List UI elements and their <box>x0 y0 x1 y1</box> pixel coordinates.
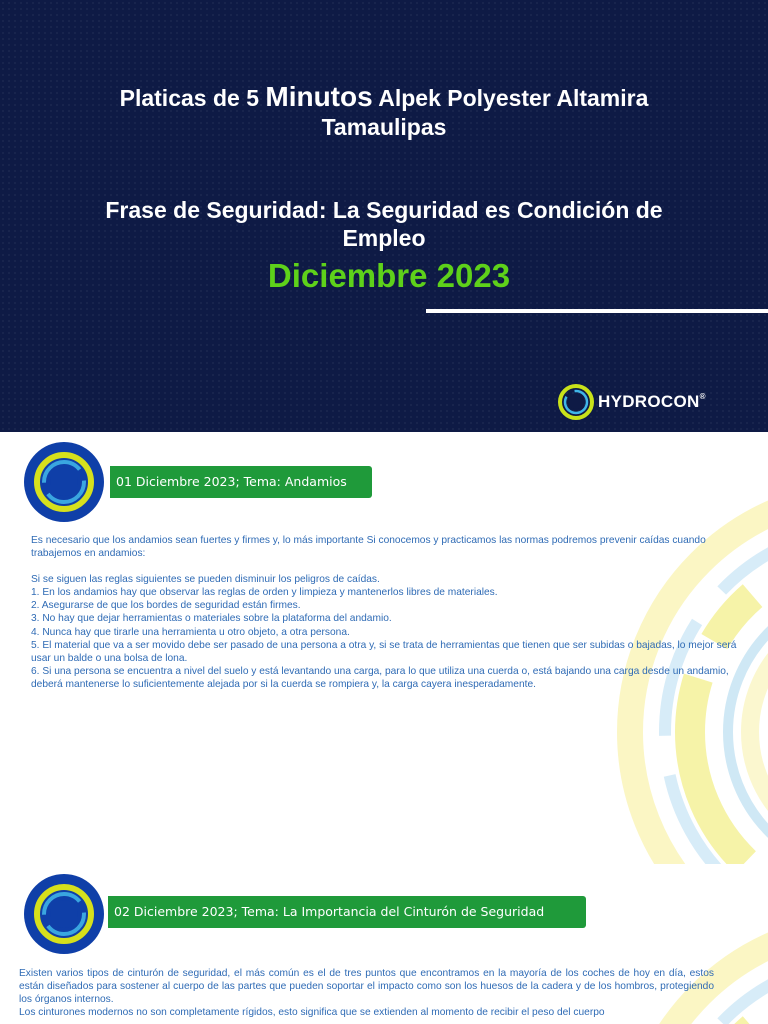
month-heading: Diciembre 2023 <box>267 257 511 294</box>
belt-paragraph-2: Los cinturones modernos no son completamente rígidos, esto significa que se extienden al momento de recibir el peso del cuerpo <box>19 1007 605 1019</box>
cover-title <box>0 82 768 142</box>
badge-ring-icon <box>18 868 110 960</box>
divider-line <box>426 309 768 313</box>
rule-item: 6. Si una persona se encuentra a nivel del suelo y está levantando una carga, para lo que utiliza una cuerda o, está bajando una carga desde un andamio, deberá mantenerse lo suficientemente alejada por si la cuerda se rompiera y, la carga cayera inesperadamente. <box>31 665 729 690</box>
title-emphasis: Minutos <box>265 81 373 112</box>
belt-paragraph-1: Existen varios tipos de cinturón de seguridad, el más común es el de tres puntos que encontramos en la mayoría de los coches de hoy en día, estos están diseñados para sostener al cuerpo de las partes que pueden soportar el impacto como son los huesos de la cadera y de los hombros, protegiendo los órganos internos. <box>19 968 714 1006</box>
intro-paragraph: Es necesario que los andamios sean fuertes y firmes y, lo más importante Si conocemos y practicamos las normas podremos prevenir caídas cuando trabajemos en andamios: <box>31 535 706 560</box>
talk-slide-2 <box>0 864 768 1024</box>
rule-item: 2. Asegurarse de que los bordes de seguridad están firmes. <box>31 600 301 612</box>
logo-wordmark: HYDROCON® <box>598 392 706 411</box>
safety-phrase <box>0 196 768 252</box>
hydrocon-logo <box>556 382 736 422</box>
talk-slide-1 <box>0 432 768 864</box>
cover-slide <box>0 0 768 432</box>
rule-item: 5. El material que va a ser movido debe ser pasado de una persona a otra y, si se trata de herramientas que tienen que ser subidas o bajadas, lo mejor será usar un balde o una bolsa de lona. <box>31 639 737 664</box>
safety-phrase-line-2: Empleo <box>342 225 426 251</box>
rule-item: 1. En los andamios hay que observar las reglas de orden y limpieza y mantenerlos libres de materiales. <box>31 587 498 599</box>
badge-ring-icon <box>18 436 110 528</box>
hydrocon-ring-icon <box>556 382 596 422</box>
rule-item: 4. Nunca hay que tirarle una herramienta u otro objeto, a otra persona. <box>31 626 350 638</box>
topic-header-2: 02 Diciembre 2023; Tema: La Importancia del Cinturón de Seguridad <box>108 896 586 928</box>
talk-2-body <box>19 967 714 1019</box>
title-line-2: Tamaulipas <box>321 114 447 140</box>
lead-paragraph: Si se siguen las reglas siguientes se pueden disminuir los peligros de caídas. <box>31 574 380 586</box>
title-part-1: Platicas de 5 <box>119 85 266 111</box>
safety-phrase-line-1: Frase de Seguridad: La Seguridad es Condición de <box>105 197 663 223</box>
rule-item: 3. No hay que dejar herramientas o materiales sobre la plataforma del andamio. <box>31 613 392 625</box>
title-part-2: Alpek Polyester Altamira <box>372 85 649 111</box>
talk-1-body <box>31 534 743 691</box>
topic-header-1: 01 Diciembre 2023; Tema: Andamios <box>110 466 372 498</box>
